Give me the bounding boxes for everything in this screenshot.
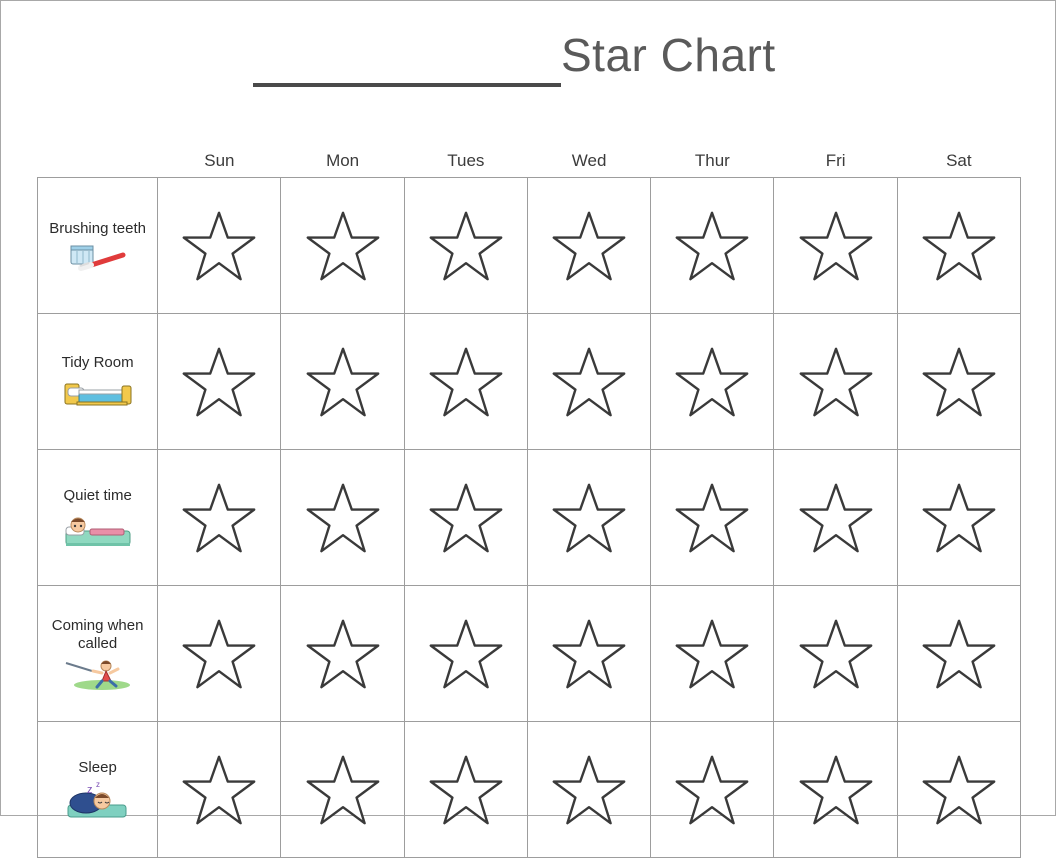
chart-container (37, 137, 1021, 858)
day-header-fri: Fri (825, 151, 846, 170)
day-header-mon: Mon (326, 151, 360, 170)
task-label: Sleep (78, 758, 117, 776)
star-cell[interactable] (651, 450, 774, 586)
day-header-wed: Wed (571, 151, 607, 170)
task-cell-tidy-room (38, 314, 158, 450)
day-header-thur: Thur (694, 151, 730, 170)
star-cell[interactable] (404, 178, 527, 314)
day-header-tues: Tues (447, 151, 485, 170)
star-chart-table (37, 137, 1021, 858)
star-cell[interactable] (651, 722, 774, 858)
star-cell[interactable] (158, 586, 281, 722)
table-header-row (38, 137, 1021, 178)
star-cell[interactable] (404, 586, 527, 722)
task-label: Quiet time (63, 486, 132, 504)
star-cell[interactable] (404, 450, 527, 586)
task-cell-brushing-teeth (38, 178, 158, 314)
name-blank-line (253, 83, 561, 87)
star-cell[interactable] (404, 722, 527, 858)
star-cell[interactable] (281, 450, 404, 586)
star-cell[interactable] (527, 450, 650, 586)
header-corner-empty (38, 137, 158, 178)
star-cell[interactable] (651, 586, 774, 722)
table-row (38, 178, 1021, 314)
svg-text:z: z (86, 783, 93, 796)
star-cell[interactable] (158, 450, 281, 586)
task-label: Tidy Room (61, 353, 134, 371)
star-cell[interactable] (281, 314, 404, 450)
star-cell[interactable] (404, 314, 527, 450)
star-cell[interactable] (774, 178, 897, 314)
task-cell-quiet-time (38, 450, 158, 586)
toothbrush-icon (67, 242, 129, 272)
star-cell[interactable] (774, 450, 897, 586)
star-cell[interactable] (527, 178, 650, 314)
bed-icon (62, 376, 134, 410)
table-row (38, 450, 1021, 586)
star-cell[interactable] (897, 178, 1020, 314)
page-title: Star Chart (561, 29, 776, 81)
star-cell[interactable] (158, 178, 281, 314)
child-resting-icon (62, 509, 134, 549)
star-cell[interactable] (774, 722, 897, 858)
star-cell[interactable] (158, 722, 281, 858)
star-cell[interactable] (774, 586, 897, 722)
star-cell[interactable] (281, 722, 404, 858)
table-row (38, 314, 1021, 450)
page-header (1, 1, 1055, 113)
star-cell[interactable] (527, 722, 650, 858)
day-header-sat: Sat (946, 151, 972, 170)
table-row (38, 722, 1021, 858)
table-row (38, 586, 1021, 722)
day-header-sun: Sun (204, 151, 235, 170)
star-cell[interactable] (897, 450, 1020, 586)
star-cell[interactable] (158, 314, 281, 450)
star-cell[interactable] (651, 178, 774, 314)
star-cell[interactable] (897, 314, 1020, 450)
star-cell[interactable] (897, 586, 1020, 722)
star-cell[interactable] (651, 314, 774, 450)
star-cell[interactable] (897, 722, 1020, 858)
star-cell[interactable] (527, 314, 650, 450)
child-running-icon (62, 657, 134, 691)
task-label: Brushing teeth (49, 219, 146, 237)
star-cell[interactable] (281, 586, 404, 722)
star-cell[interactable] (774, 314, 897, 450)
sleeping-icon (62, 781, 134, 821)
task-cell-coming-when-called (38, 586, 158, 722)
svg-text:z: z (95, 780, 100, 789)
task-cell-sleep (38, 722, 158, 858)
star-cell[interactable] (527, 586, 650, 722)
star-cell[interactable] (281, 178, 404, 314)
table-body (38, 178, 1021, 858)
task-label: Coming when called (51, 616, 144, 652)
